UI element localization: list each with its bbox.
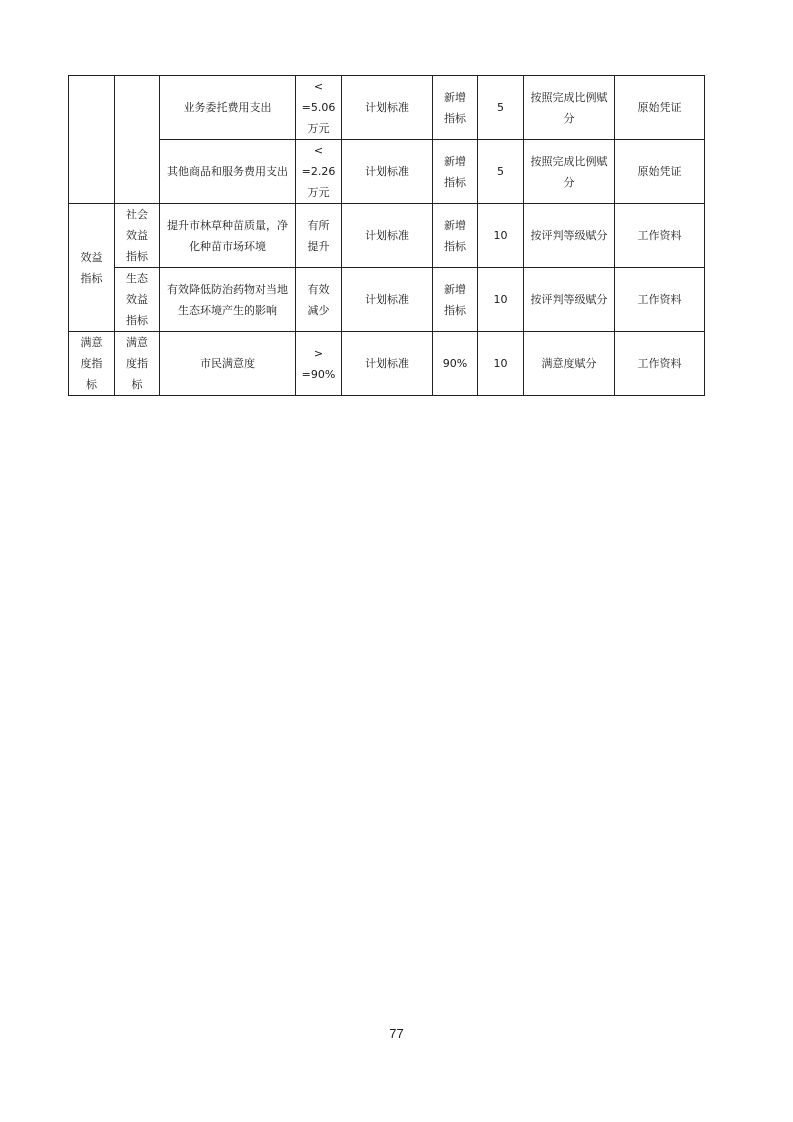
target-value-cell <box>296 268 342 332</box>
level2-indicator-cell <box>115 332 160 396</box>
indicator-type-cell <box>433 140 478 204</box>
indicator-name-line: 生态环境产生的影响 <box>178 303 277 317</box>
indicator-type-line: 新增 <box>444 282 466 296</box>
evidence-source-cell: 工作资料 <box>615 204 705 268</box>
indicator-type-cell <box>433 76 478 140</box>
indicator-name-line: 有效降低防治药物对当地 <box>167 282 288 296</box>
indicator-type-line: 新增 <box>444 154 466 168</box>
indicator-name-line: 提升市林草种苗质量，净 <box>167 218 288 232</box>
level2-indicator-line: 效益 <box>126 293 148 306</box>
indicator-name-cell: 业务委托费用支出 <box>160 76 296 140</box>
target-value-cell <box>296 140 342 204</box>
scoring-method-line: 分 <box>563 111 575 125</box>
weight-cell: 10 <box>478 332 524 396</box>
standard-cell: 计划标准 <box>342 76 433 140</box>
indicator-type-line: 新增 <box>444 218 466 232</box>
target-value-line: 有所 <box>307 218 330 232</box>
performance-indicator-table <box>68 75 705 396</box>
weight-cell: 5 <box>478 76 524 140</box>
level1-indicator-line: 指标 <box>80 271 103 285</box>
table-row <box>69 332 705 396</box>
scoring-method-cell <box>524 140 615 204</box>
scoring-method-cell: 按评判等级赋分 <box>524 268 615 332</box>
level2-indicator-line: 满意 <box>126 336 148 349</box>
standard-cell: 计划标准 <box>342 140 433 204</box>
indicator-type-line: 新增 <box>444 90 466 104</box>
scoring-method-cell <box>524 76 615 140</box>
level1-indicator-cell <box>69 204 115 332</box>
scoring-method-line: 按照完成比例赋 <box>530 154 608 168</box>
indicator-name-cell: 市民满意度 <box>160 332 296 396</box>
weight-cell: 10 <box>478 268 524 332</box>
level2-cell-empty <box>115 76 160 204</box>
indicator-type-cell: 90% <box>433 332 478 396</box>
target-value-line: < <box>313 144 324 157</box>
evidence-source-cell: 工作资料 <box>615 268 705 332</box>
level1-cell-empty <box>69 76 115 204</box>
table-row <box>69 268 705 332</box>
level2-indicator-cell <box>115 204 160 268</box>
evidence-source-cell: 工作资料 <box>615 332 705 396</box>
target-value-cell <box>296 332 342 396</box>
target-value-line: 万元 <box>307 186 330 199</box>
indicator-type-cell <box>433 268 478 332</box>
target-value-line: 提升 <box>307 239 330 253</box>
standard-cell: 计划标准 <box>342 332 433 396</box>
standard-cell: 计划标准 <box>342 268 433 332</box>
level2-indicator-line: 度指 <box>126 357 148 370</box>
scoring-method-line: 按照完成比例赋 <box>530 90 608 104</box>
level2-indicator-line: 指标 <box>126 250 148 263</box>
level2-indicator-cell <box>115 268 160 332</box>
scoring-method-cell: 满意度赋分 <box>524 332 615 396</box>
target-value-line: =2.26 <box>301 165 336 178</box>
level2-indicator-line: 标 <box>131 378 143 391</box>
level2-indicator-line: 效益 <box>126 229 148 242</box>
scoring-method-line: 分 <box>563 175 575 189</box>
level1-indicator-line: 满意 <box>80 336 103 349</box>
level1-indicator-line: 度指 <box>80 357 103 370</box>
indicator-name-cell <box>160 268 296 332</box>
target-value-line: 减少 <box>307 303 330 317</box>
table-row <box>69 140 705 204</box>
level1-indicator-line: 标 <box>86 378 97 391</box>
weight-cell: 5 <box>478 140 524 204</box>
weight-cell: 10 <box>478 204 524 268</box>
level1-indicator-line: 效益 <box>80 250 103 264</box>
scoring-method-cell: 按评判等级赋分 <box>524 204 615 268</box>
target-value-line: =90% <box>301 367 336 381</box>
target-value-line: > <box>313 346 324 360</box>
level2-indicator-line: 生态 <box>126 272 148 285</box>
evidence-source-cell: 原始凭证 <box>615 140 705 204</box>
level2-indicator-line: 社会 <box>126 208 148 221</box>
target-value-line: < <box>313 80 324 93</box>
indicator-type-line: 指标 <box>444 111 466 125</box>
level1-indicator-cell <box>69 332 115 396</box>
indicator-type-cell <box>433 204 478 268</box>
evidence-source-cell: 原始凭证 <box>615 76 705 140</box>
indicator-name-cell: 其他商品和服务费用支出 <box>160 140 296 204</box>
page-number: 77 <box>389 1026 404 1041</box>
table-row <box>69 76 705 140</box>
target-value-line: 万元 <box>307 122 330 135</box>
indicator-name-cell <box>160 204 296 268</box>
indicator-type-line: 指标 <box>444 239 466 253</box>
indicator-type-line: 指标 <box>444 175 466 189</box>
target-value-line: 有效 <box>307 282 330 296</box>
table-row <box>69 204 705 268</box>
indicator-type-line: 指标 <box>444 303 466 317</box>
target-value-cell <box>296 204 342 268</box>
level2-indicator-line: 指标 <box>126 314 148 327</box>
indicator-name-line: 化种苗市场环境 <box>189 239 266 253</box>
target-value-cell <box>296 76 342 140</box>
target-value-line: =5.06 <box>301 101 336 114</box>
standard-cell: 计划标准 <box>342 204 433 268</box>
